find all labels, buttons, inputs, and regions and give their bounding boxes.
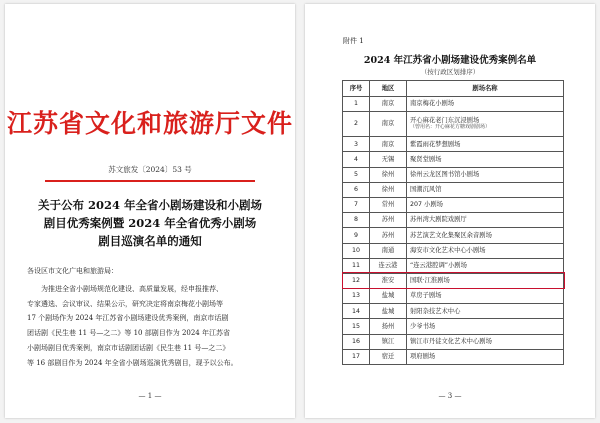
table-row — [343, 243, 564, 258]
cases-table — [342, 80, 564, 365]
body-line: 专家遴选、会议审议、结果公示，研究决定将南京梅花小剧场等 — [27, 299, 223, 308]
row-theater-cell — [407, 112, 564, 137]
row-region: 南通 — [370, 243, 407, 258]
notice-title-line: 关于公布 2024 年全省小剧场建设和小剧场 — [37, 198, 262, 212]
salutation: 各设区市文化广电和旅游局： — [27, 267, 118, 275]
table-row-highlighted — [343, 273, 564, 288]
red-divider-line — [45, 180, 255, 182]
row-theater-name: 南京梅花小剧场 — [407, 97, 564, 112]
page-number: — 3 — — [438, 392, 462, 400]
row-theater-name: 草房子剧场 — [407, 289, 564, 304]
row-number: 9 — [343, 228, 370, 243]
row-number: 14 — [343, 304, 370, 319]
row-region: 徐州 — [370, 182, 407, 197]
document-page-3 — [305, 4, 595, 418]
table-row — [343, 334, 564, 349]
row-number: 8 — [343, 213, 370, 228]
document-page-1 — [5, 4, 295, 418]
body-line: 小剧场剧目优秀案例，南京市话剧团话剧《民生巷 11 号—之二》 — [27, 343, 230, 352]
row-region: 南京 — [370, 137, 407, 152]
row-region: 常州 — [370, 197, 407, 212]
row-number: 10 — [343, 243, 370, 258]
row-region: 连云港 — [370, 258, 407, 273]
row-theater-name: 海安市文化艺术中心小剧场 — [407, 243, 564, 258]
table-row — [343, 137, 564, 152]
table-header-row — [343, 81, 564, 97]
column-header-theater: 剧场名称 — [407, 81, 564, 97]
row-number: 11 — [343, 258, 370, 273]
row-number: 1 — [343, 97, 370, 112]
row-number: 6 — [343, 182, 370, 197]
body-paragraph — [27, 282, 277, 370]
row-theater-name: 苏艺演艺文化集聚区余音剧场 — [407, 228, 564, 243]
table-row — [343, 228, 564, 243]
row-theater-name: 苏州湾大剧院戏剧厅 — [407, 213, 564, 228]
table-row — [343, 112, 564, 137]
row-number: 7 — [343, 197, 370, 212]
body-line: 为推进全省小剧场规范化建设、高质量发展，经申报推荐、 — [41, 285, 223, 293]
notice-title — [27, 196, 273, 250]
row-region: 无锡 — [370, 152, 407, 167]
row-theater-name: 徐州云龙区图书馆小剧场 — [407, 167, 564, 182]
issuing-authority-title: 江苏省文化和旅游厅文件 — [6, 109, 293, 138]
row-region: 徐州 — [370, 167, 407, 182]
row-theater-name: 项府剧场 — [407, 349, 564, 364]
row-theater-name: 聚贤堂剧场 — [407, 152, 564, 167]
row-region: 苏州 — [370, 228, 407, 243]
row-region: 苏州 — [370, 213, 407, 228]
row-theater-name: 紫霞雨花梦想剧场 — [407, 137, 564, 152]
table-row — [343, 97, 564, 112]
row-number: 3 — [343, 137, 370, 152]
notice-title-line: 剧目优秀案例暨 2024 年全省优秀小剧场 — [43, 216, 257, 230]
body-line: 等 16 部剧目作为 2024 年全省小剧场巡演优秀剧目，现予以公布。 — [27, 358, 238, 367]
row-theater-note: （曾用名：开心麻花方糖戏剧剧场） — [410, 124, 491, 131]
row-region: 扬州 — [370, 319, 407, 334]
row-number: 15 — [343, 319, 370, 334]
row-region: 淮安 — [370, 273, 407, 288]
row-theater-name: 少爷书场 — [407, 319, 564, 334]
row-number: 2 — [343, 112, 370, 137]
row-theater-name: 国联·江淮剧场 — [407, 273, 564, 288]
body-line: 团话剧《民生巷 11 号—之二》等 10 部剧目作为 2024 年江苏省 — [27, 329, 230, 338]
row-number: 17 — [343, 349, 370, 364]
row-region: 宿迁 — [370, 349, 407, 364]
table-row — [343, 182, 564, 197]
table-row — [343, 304, 564, 319]
list-subtitle: （按行政区划排序） — [420, 68, 480, 76]
row-theater-name: 射阳杂技艺术中心 — [407, 304, 564, 319]
document-number: 苏文旅发〔2024〕53 号 — [108, 165, 192, 174]
table-row — [343, 152, 564, 167]
table-row — [343, 213, 564, 228]
column-header-number: 序号 — [343, 81, 370, 97]
row-number: 5 — [343, 167, 370, 182]
list-title: 2024 年江苏省小剧场建设优秀案例名单 — [363, 55, 537, 66]
table-row — [343, 319, 564, 334]
row-number: 4 — [343, 152, 370, 167]
notice-title-line: 剧目巡演名单的通知 — [98, 234, 202, 248]
row-theater-name: 207 小剧场 — [407, 197, 564, 212]
page-number: — 1 — — [138, 392, 162, 400]
row-theater-name: 开心麻花老门东沉浸剧场 — [410, 116, 480, 124]
row-theater-name: 镇江市丹徒文化艺术中心剧场 — [407, 334, 564, 349]
table-row — [343, 197, 564, 212]
table-row — [343, 289, 564, 304]
row-region: 镇江 — [370, 334, 407, 349]
table-row — [343, 167, 564, 182]
column-header-region: 地区 — [370, 81, 407, 97]
row-theater-name: 国潮沉风馆 — [407, 182, 564, 197]
table-row — [343, 349, 564, 364]
row-number: 16 — [343, 334, 370, 349]
table-row — [343, 258, 564, 273]
row-region: 盐城 — [370, 289, 407, 304]
row-region: 盐城 — [370, 304, 407, 319]
row-theater-name: “连云港腔调”小剧场 — [407, 258, 564, 273]
attachment-label: 附件 1 — [343, 37, 364, 45]
row-region: 南京 — [370, 97, 407, 112]
row-region: 南京 — [370, 112, 407, 137]
row-number: 12 — [343, 273, 370, 288]
row-number: 13 — [343, 289, 370, 304]
body-line: 17 个剧场作为 2024 年江苏省小剧场建设优秀案例，南京市话剧 — [27, 314, 229, 323]
